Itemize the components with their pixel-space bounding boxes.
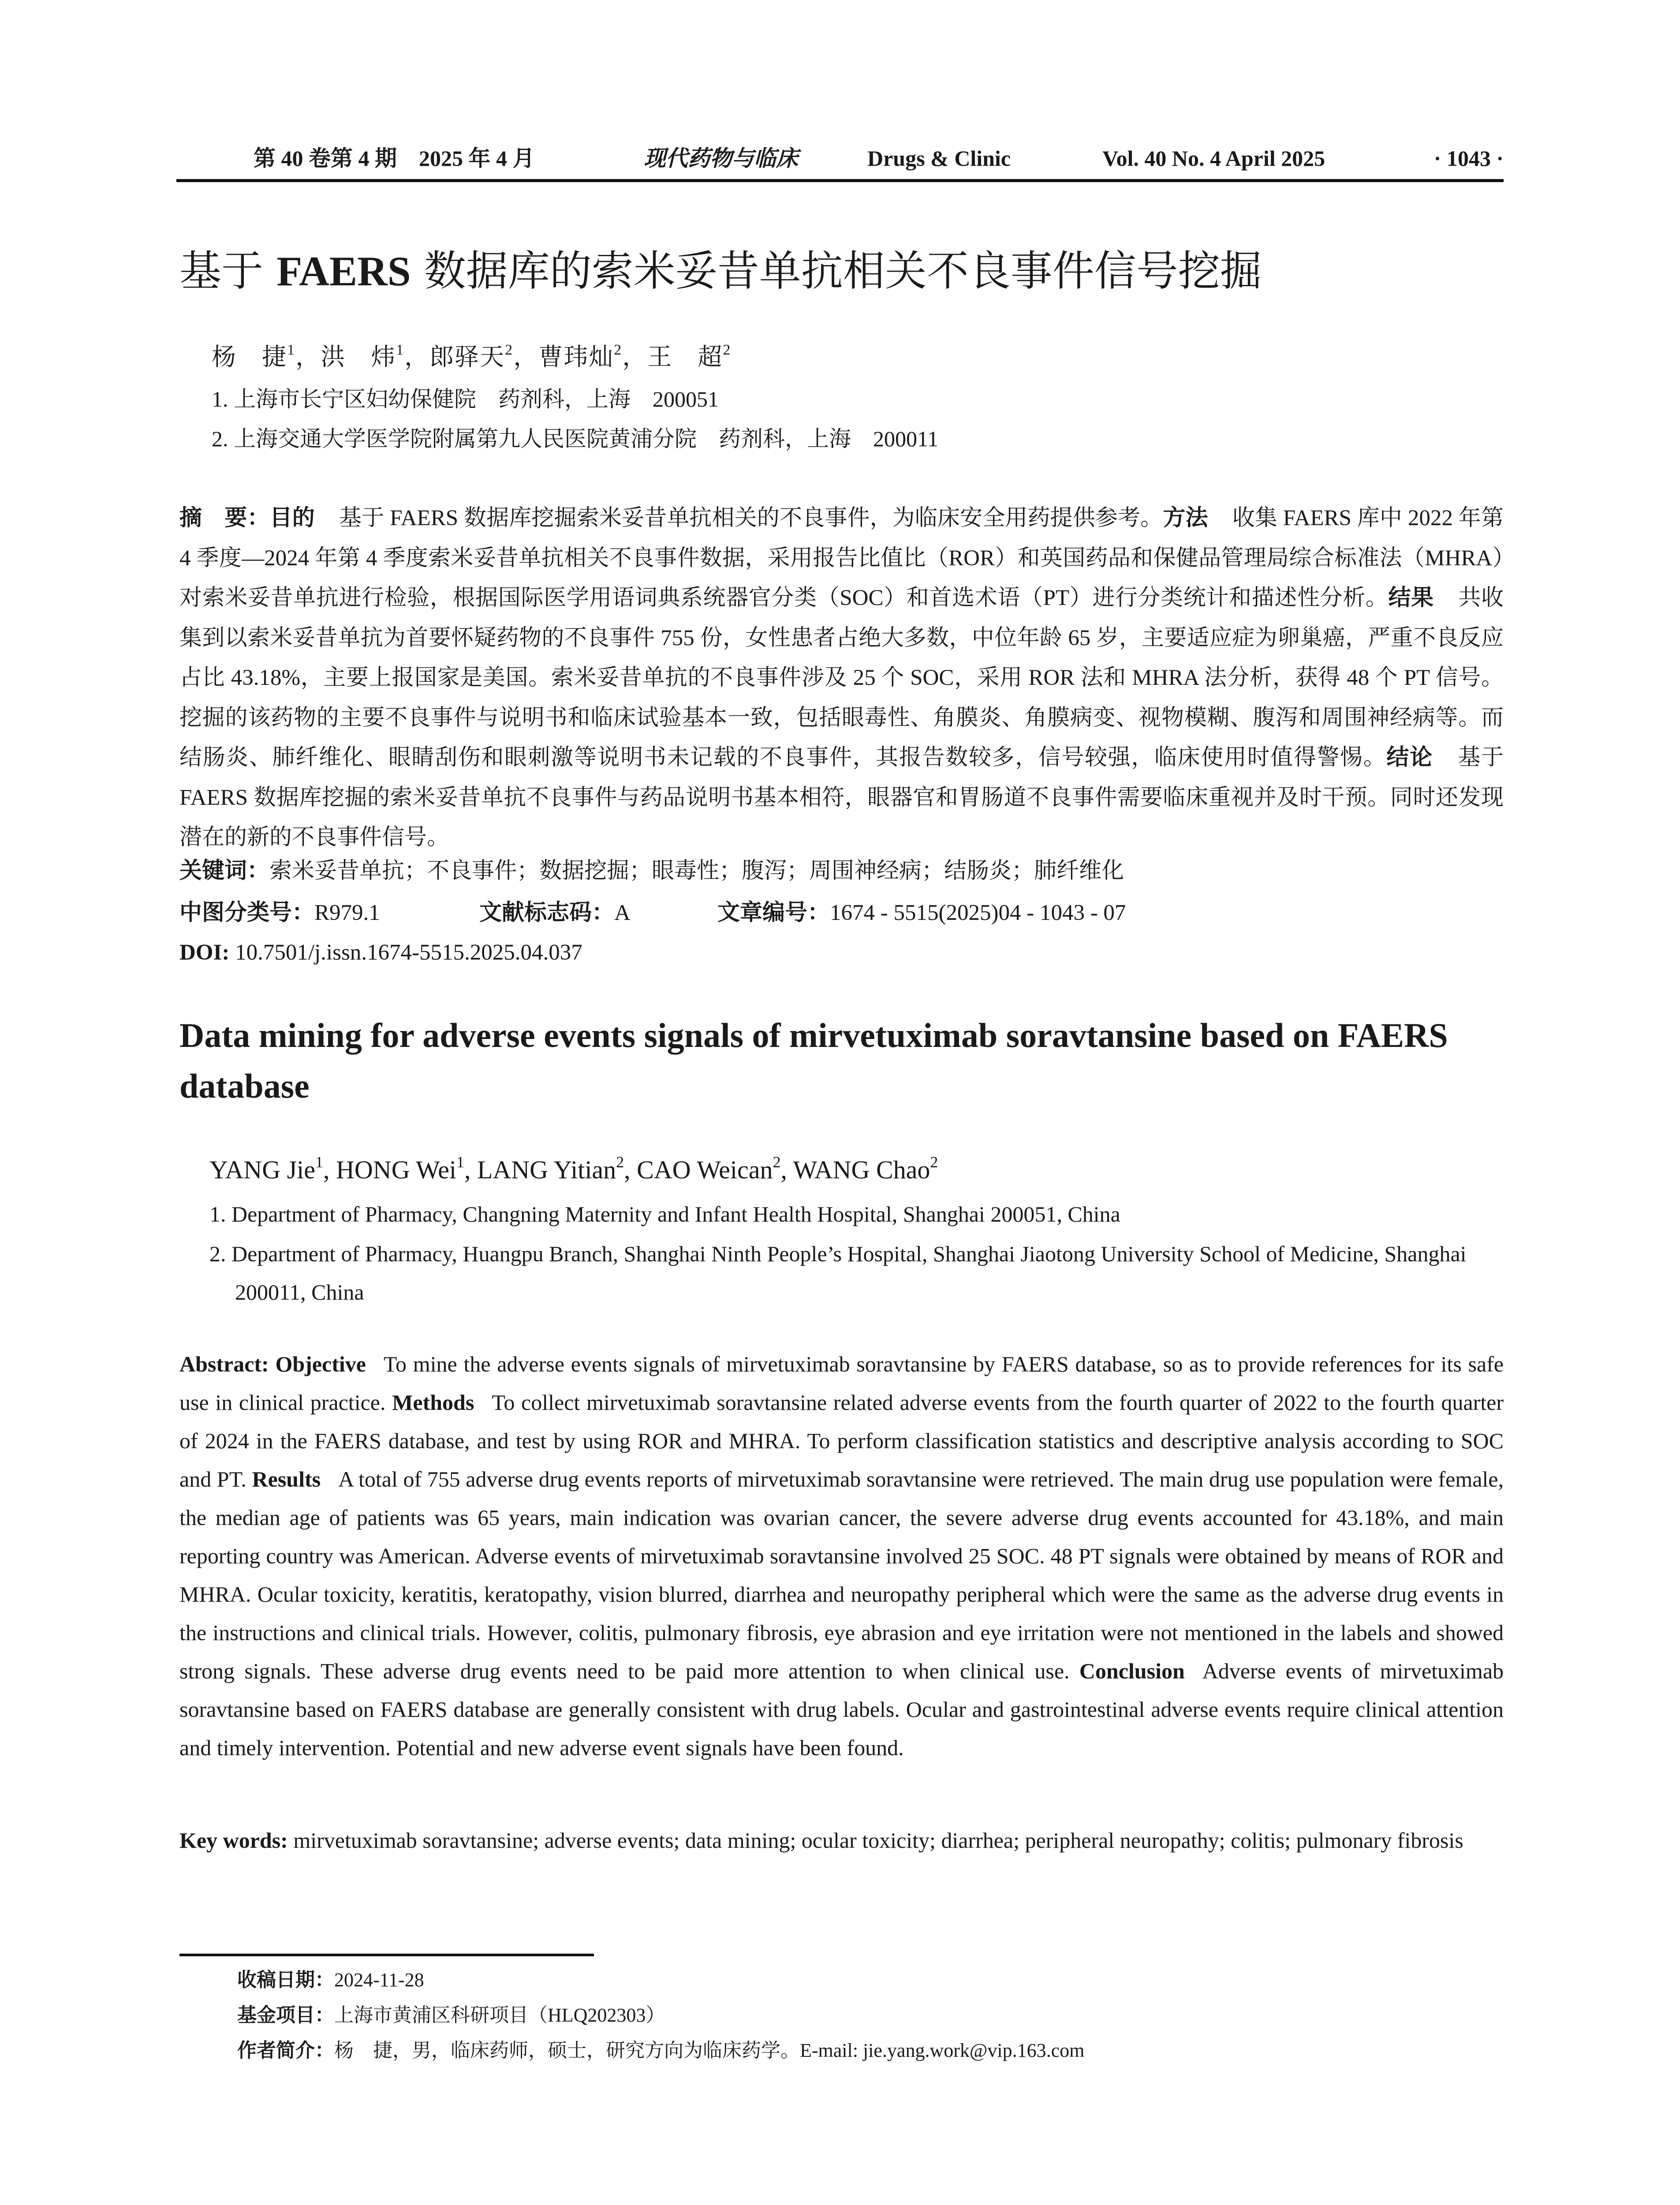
author-affiliation-mark: 2 <box>723 342 732 359</box>
chinese-affiliation-2: 2. 上海交通大学医学院附属第九人民医院黄浦分院 药剂科，上海 200011 <box>212 426 939 451</box>
footnote-author-bio <box>237 2035 1084 2066</box>
objective-label: 目的 <box>269 505 315 531</box>
results-label: Results <box>252 1467 321 1491</box>
doi-line <box>179 935 582 970</box>
methods-text: To collect mirvetuximab soravtansine related adverse events from the fourth quarter of 2022 to the fourth quarter of 2024 in the FAERS database, and test by using ROR and MHRA. To perform classification statistics and descriptive analysis according to SOC and PT. <box>179 1390 1504 1491</box>
author-affiliation-mark: 2 <box>773 1153 781 1171</box>
doi-value[interactable]: 10.7501/j.issn.1674-5515.2025.04.037 <box>235 940 582 965</box>
author-affiliation-mark: 2 <box>614 342 623 359</box>
abstract-label: Abstract: <box>179 1352 269 1376</box>
objective-text: To mine the adverse events signals of mirvetuximab soravtansine by FAERS database, so as to provide references for its safe use in clinical practice. <box>179 1352 1504 1415</box>
clc-value: R979.1 <box>314 901 380 925</box>
chinese-title <box>179 240 1262 302</box>
author-bio-text: 杨 捷，男，临床药师，硕士，研究方向为临床药学。E-mail: jie.yang.work@vip.163.com <box>334 2040 1085 2061</box>
author-affiliation-mark: 2 <box>930 1153 938 1171</box>
footnote-received <box>237 1965 424 1996</box>
received-label: 收稿日期： <box>237 1969 334 1991</box>
author: LANG Yitian <box>477 1155 616 1184</box>
methods-label: Methods <box>392 1390 474 1415</box>
conclusion-text: Adverse events of mirvetuximab soravtansine based on FAERS database are generally consistent with drug labels. Ocular and gastrointestinal adverse events require clinical attention and timely intervention. Potential and new adverse event signals have been found. <box>179 1659 1504 1760</box>
methods-label: 方法 <box>1163 505 1208 531</box>
keywords-text: mirvetuximab soravtansine; adverse events; data mining; ocular toxicity; diarrhea; peripheral neuropathy; colitis; pulmonary fibrosis <box>293 1828 1463 1853</box>
author: 郎驿天 <box>429 344 505 370</box>
header-page-number: · 1043 · <box>1434 146 1504 171</box>
author-bio-label: 作者简介： <box>237 2039 334 2062</box>
english-abstract <box>179 1345 1504 1767</box>
english-affiliation-2: 2. Department of Pharmacy, Huangpu Branch, Shanghai Ninth People’s Hospital, Shanghai Jiaotong University School of Medicine, Shanghai 200011, China <box>209 1241 1467 1304</box>
author-affiliation-mark: 1 <box>287 342 296 359</box>
author: 杨 捷 <box>212 344 287 370</box>
author-affiliation-mark: 1 <box>396 342 405 359</box>
doi-label: DOI: <box>179 940 230 965</box>
clc-label: 中图分类号： <box>179 900 315 926</box>
author: YANG Jie <box>209 1155 316 1184</box>
header-issue: 第 40 卷第 4 期 2025 年 4 月 <box>254 146 535 171</box>
conclusion-label: 结论 <box>1386 744 1433 770</box>
english-affiliation-1: 1. Department of Pharmacy, Changning Maternity and Infant Health Hospital, Shanghai 200051, China <box>209 1202 1120 1226</box>
methods-text: 收集 FAERS 库中 2022 年第 4 季度—2024 年第 4 季度索米妥昔单抗相关不良事件数据，采用报告比值比（ROR）和英国药品和保健品管理局综合标准法（MHRA）对索米妥昔单抗进行检验，根据国际医学用语词典系统器官分类（SOC）和首选术语（PT）进行分类统计和描述性分析。 <box>179 506 1504 610</box>
footnote-fund <box>237 2000 665 2031</box>
running-header <box>176 140 1504 182</box>
fund-text: 上海市黄浦区科研项目（HLQ202303） <box>334 2004 665 2026</box>
chinese-abstract <box>179 498 1504 858</box>
objective-label: Objective <box>275 1352 366 1376</box>
author-affiliation-mark: 1 <box>315 1153 324 1171</box>
results-label: 结果 <box>1388 585 1434 611</box>
chinese-title-part2: 数据库的索米妥昔单抗相关不良事件信号挖掘 <box>411 247 1262 295</box>
author-affiliation-mark: 1 <box>456 1153 464 1171</box>
author-affiliation-mark: 2 <box>505 342 514 359</box>
chinese-keywords <box>179 853 1124 889</box>
doc-code-label: 文献标志码： <box>479 900 615 926</box>
author: 曹玮灿 <box>538 344 614 370</box>
header-journal-en: Drugs & Clinic <box>867 146 1011 171</box>
footnote-divider <box>179 1954 594 1956</box>
results-text: 共收集到以索米妥昔单抗为首要怀疑药物的不良事件 755 份，女性患者占绝大多数，中位年龄 65 岁，主要适应症为卵巢癌，严重不良反应占比 43.18%，主要上报国家是美国。索米妥昔单抗的不良事件涉及 25 个 SOC，采用 ROR 法和 MHRA 法分析，获得 48 个 PT 信号。挖掘的该药物的主要不良事件与说明书和临床试验基本一致，包括眼毒性、角膜炎、角膜病变、视物模糊、腹泻和周围神经病等。而结肠炎、肺纤维化、眼睛刮伤和眼刺激等说明书未记载的不良事件，其报告数较多，信号较强，临床使用时值得警惕。 <box>179 586 1504 770</box>
english-authors: YANG Jie$^1$, HONG Wei$^1$, LANG Yitian$^2$, CAO Weican$^2$, WANG Chao$^2$ <box>209 1153 938 1184</box>
received-date: 2024-11-28 <box>334 1969 424 1991</box>
article-no-value: 1674 - 5515(2025)04 - 1043 - 07 <box>830 901 1126 925</box>
fund-label: 基金项目： <box>237 2004 334 2026</box>
keywords-label: 关键词： <box>179 858 270 884</box>
english-title: Data mining for adverse events signals of mirvetuximab soravtansine based on FAERS database <box>179 1016 1448 1105</box>
chinese-title-faers: FAERS <box>276 248 411 295</box>
abstract-label: 摘 要： <box>179 505 270 531</box>
header-journal-cn: 现代药物与临床 <box>644 146 798 171</box>
author: CAO Weican <box>637 1155 773 1184</box>
author: HONG Wei <box>336 1155 456 1184</box>
header-volume: Vol. 40 No. 4 April 2025 <box>1102 146 1325 171</box>
author-affiliation-mark: 2 <box>616 1153 624 1171</box>
article-no-label: 文章编号： <box>717 900 830 926</box>
conclusion-label: Conclusion <box>1079 1659 1185 1683</box>
results-text: A total of 755 adverse drug events reports of mirvetuximab soravtansine were retrieved. The main drug use population were female, the median age of patients was 65 years, main indication was ovarian cancer, the severe adverse drug events accounted for 43.18%, and main reporting country was American. Adverse events of mirvetuximab soravtansine involved 25 SOC. 48 PT signals were obtained by means of ROR and MHRA. Ocular toxicity, keratitis, keratopathy, vision blurred, diarrhea and neuropathy peripheral which were the same as the adverse drug events in the instructions and clinical trials. However, colitis, pulmonary fibrosis, eye abrasion and eye irritation were not mentioned in the labels and showed strong signals. These adverse drug events need to be paid more attention to when clinical use. <box>179 1467 1504 1683</box>
author: 王 超 <box>647 344 723 370</box>
author: WANG Chao <box>793 1155 930 1184</box>
keywords-text: 索米妥昔单抗；不良事件；数据挖掘；眼毒性；腹泻；周围神经病；结肠炎；肺纤维化 <box>269 859 1124 883</box>
doc-code-value: A <box>614 901 631 925</box>
objective-text: 基于 FAERS 数据库挖掘索米妥昔单抗相关的不良事件，为临床安全用药提供参考。 <box>339 506 1163 531</box>
author: 洪 炜 <box>321 344 396 370</box>
classification-line <box>179 895 1126 931</box>
chinese-title-part1: 基于 <box>179 247 277 295</box>
keywords-label: Key words: <box>179 1828 288 1853</box>
english-keywords <box>179 1821 1504 1860</box>
chinese-affiliation-1: 1. 上海市长宁区妇幼保健院 药剂科，上海 200051 <box>212 387 719 411</box>
conclusion-text: 基于 FAERS 数据库挖掘的索米妥昔单抗不良事件与药品说明书基本相符，眼器官和胃肠道不良事件需要临床重视并及时干预。同时还发现潜在的新的不良事件信号。 <box>179 745 1504 850</box>
chinese-authors: 杨 捷$^1$，洪 炜$^1$，郎驿天$^2$，曹玮灿$^2$，王 超$^2$ <box>212 342 732 370</box>
